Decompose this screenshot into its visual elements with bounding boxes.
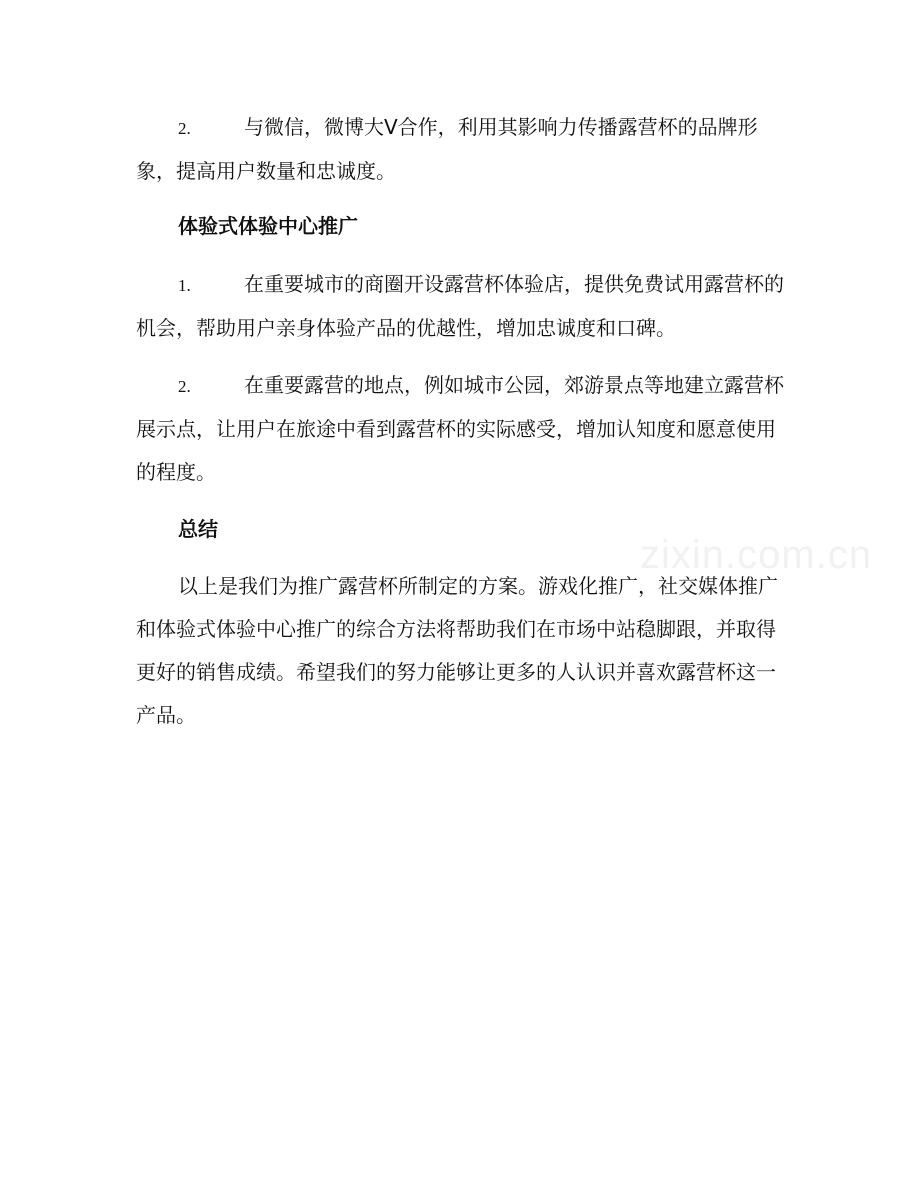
- list-number: 1.: [178, 276, 191, 295]
- list-item-text: 在重要城市的商圈开设露营杯体验店，提供免费试用露营杯的机会，帮助用户亲身体验产品的优越性，增加忠诚度和口碑。: [136, 272, 784, 340]
- section-heading-experience: 体验式体验中心推广: [178, 214, 358, 238]
- list-item-text: 与微信，微博大V合作，利用其影响力传播露营杯的品牌形象，提高用户数量和忠诚度。: [136, 115, 758, 183]
- list-item-social-2: [136, 106, 786, 193]
- list-item-experience-2: [136, 364, 786, 494]
- section-heading-summary: 总结: [178, 517, 218, 541]
- summary-paragraph: 以上是我们为推广露营杯所制定的方案。游戏化推广，社交媒体推广和体验式体验中心推广的综合方法将帮助我们在市场中站稳脚跟，并取得更好的销售成绩。希望我们的努力能够让更多的人认识并喜欢露营杯这一产品。: [136, 574, 778, 727]
- list-number: 2.: [178, 377, 191, 396]
- list-item-experience-1: [136, 263, 786, 350]
- watermark: zixin.com.cn: [640, 533, 873, 577]
- list-number: 2.: [178, 119, 191, 138]
- list-item-text: 在重要露营的地点，例如城市公园，郊游景点等地建立露营杯展示点，让用户在旅途中看到露营杯的实际感受，增加认知度和愿意使用的程度。: [136, 373, 784, 484]
